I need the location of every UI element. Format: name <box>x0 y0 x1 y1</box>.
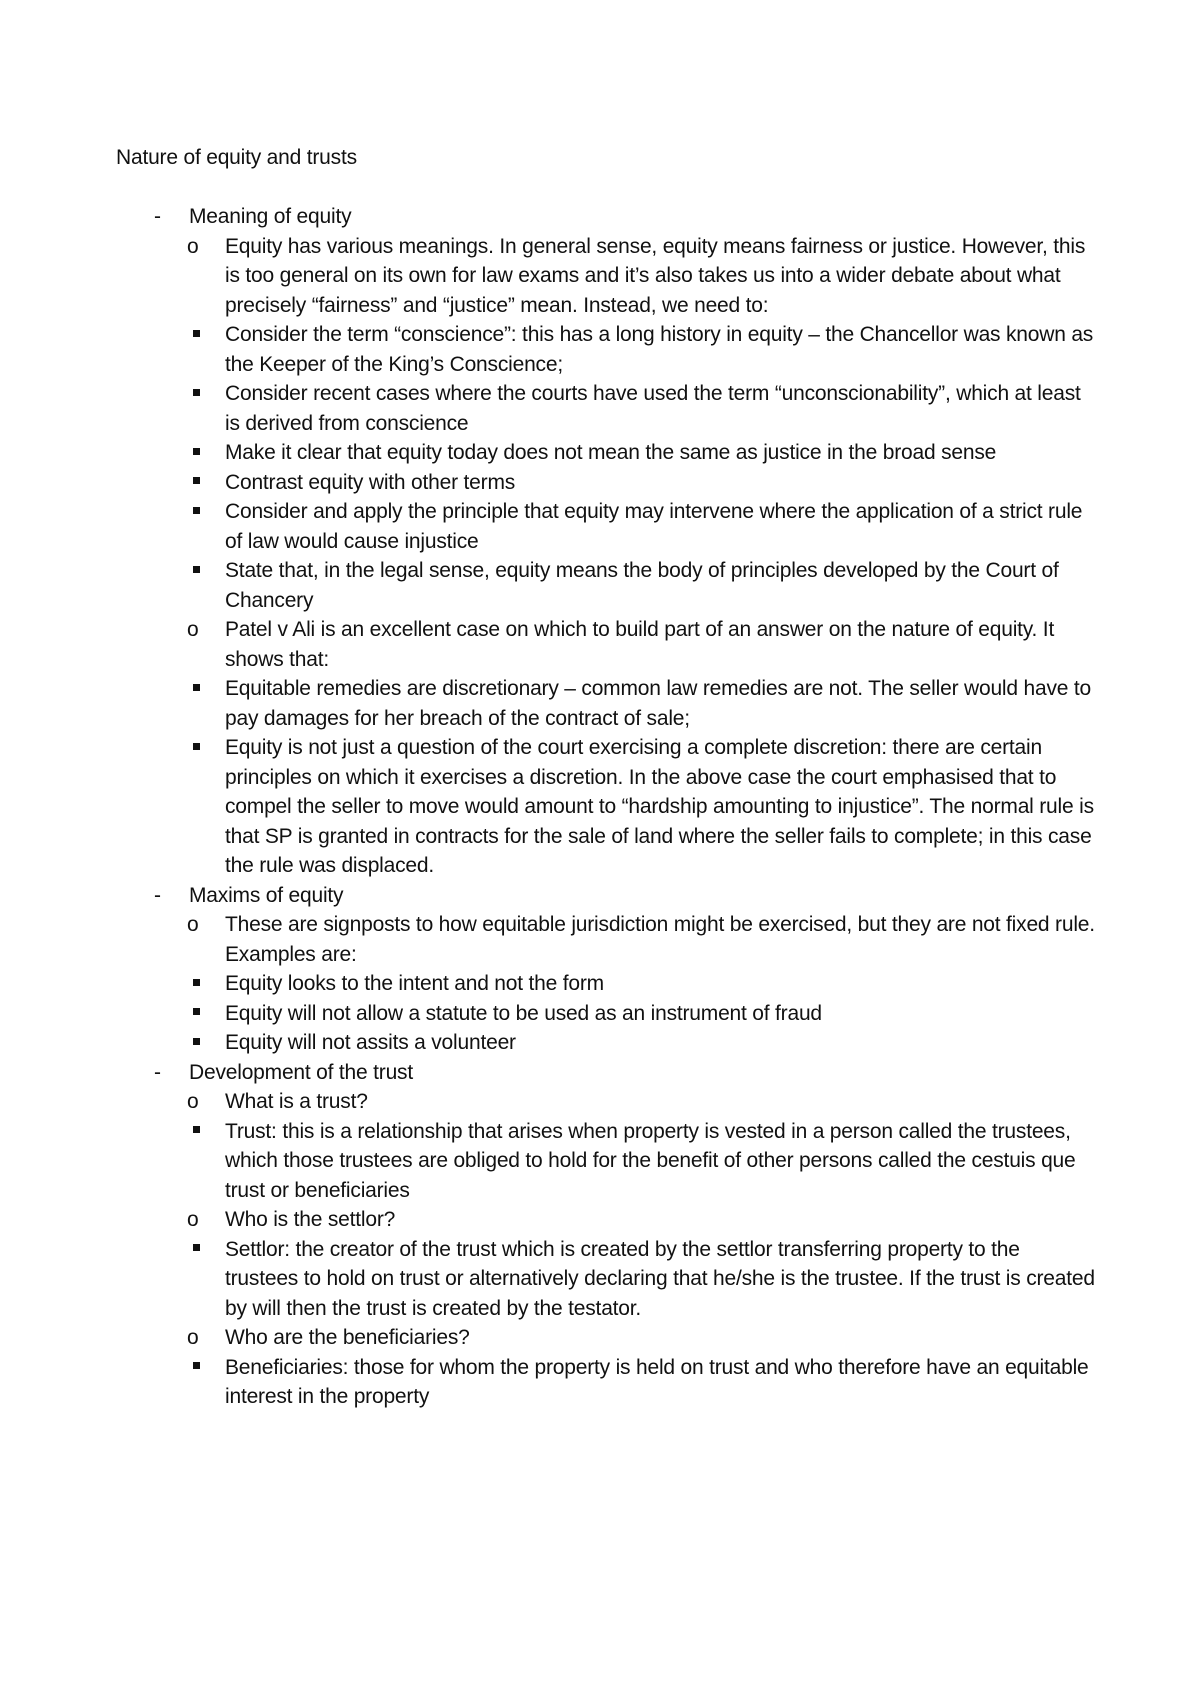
subsection-item <box>152 1205 1096 1323</box>
point-text: Contrast equity with other terms <box>225 470 516 494</box>
point-text: Settlor: the creator of the trust which is created by the settlor transferring property to the trustees to hold on trust or alternatively declaring that he/she is the trustee. If the trust is created by will then the trust is created by the testator. <box>225 1237 1095 1320</box>
square-bullet-icon <box>193 999 200 1029</box>
square-bullet-icon <box>193 1117 200 1147</box>
point-item <box>189 468 1096 498</box>
circle-bullet: o <box>187 234 199 258</box>
section-list <box>116 202 1096 1412</box>
point-item <box>189 1235 1096 1324</box>
subsection-item <box>152 1323 1096 1412</box>
point-item <box>189 556 1096 615</box>
point-list <box>189 320 1096 615</box>
circle-bullet: o <box>187 1326 199 1349</box>
point-text: Consider the term “conscience”: this has a long history in equity – the Chancellor was known as the Keeper of the King’s Conscience; <box>225 323 1094 376</box>
subsection-item <box>152 232 1096 616</box>
section-item <box>116 881 1096 1058</box>
point-list <box>189 1235 1096 1324</box>
square-bullet-icon <box>193 438 200 468</box>
point-item <box>189 379 1096 438</box>
point-text: Consider recent cases where the courts have used the term “unconscionability”, which at least is derived from conscience <box>225 382 1081 435</box>
point-item <box>189 969 1096 999</box>
circle-bullet: o <box>187 618 199 641</box>
subsection-list <box>152 1087 1096 1412</box>
point-text: Equity is not just a question of the court exercising a complete discretion: there are certain principles on which it exercises a discretion. In the above case the court emphasised that to compel the seller to move would amount to “hardship amounting to injustice”. The normal rule is that SP is granted in contracts for the sale of land where the seller fails to complete; in this case the rule was displaced. <box>225 736 1094 877</box>
section-heading: Meaning of equity <box>189 205 352 228</box>
point-text: Trust: this is a relationship that arises when property is vested in a person called the trustees, which those trustees are obliged to hold for the benefit of other persons called the cestuis que trust or beneficiaries <box>225 1119 1076 1202</box>
subsection-list <box>152 910 1096 1058</box>
square-bullet-icon <box>193 1028 200 1058</box>
square-bullet-icon <box>193 379 200 409</box>
point-list <box>189 1117 1096 1206</box>
section-item <box>116 202 1096 881</box>
point-item <box>189 674 1096 733</box>
square-bullet-icon <box>193 556 200 586</box>
section-heading: Development of the trust <box>189 1060 413 1084</box>
point-list <box>189 674 1096 881</box>
dash-bullet: - <box>154 1060 161 1084</box>
subsection-item <box>152 1087 1096 1205</box>
document-body <box>116 143 1096 1412</box>
circle-bullet: o <box>187 1090 199 1113</box>
section-heading: Maxims of equity <box>189 883 344 907</box>
dash-bullet: - <box>154 883 161 907</box>
point-list <box>189 1353 1096 1412</box>
point-item <box>189 1028 1096 1058</box>
square-bullet-icon <box>193 674 200 704</box>
square-bullet-icon <box>193 969 200 999</box>
square-bullet-icon <box>193 468 200 498</box>
point-text: Equity will not assits a volunteer <box>225 1031 516 1054</box>
point-item <box>189 733 1096 881</box>
square-bullet-icon <box>193 1235 200 1265</box>
subsection-list <box>152 232 1096 881</box>
point-text: Equitable remedies are discretionary – common law remedies are not. The seller would have to pay damages for her breach of the contract of sale; <box>225 677 1091 730</box>
circle-bullet: o <box>187 1208 199 1231</box>
point-text: State that, in the legal sense, equity means the body of principles developed by the Court of Chancery <box>225 559 1059 612</box>
subsection-text: What is a trust? <box>225 1090 368 1113</box>
square-bullet-icon <box>193 320 200 350</box>
square-bullet-icon <box>193 1353 200 1383</box>
square-bullet-icon <box>193 733 200 763</box>
subsection-item <box>152 910 1096 1058</box>
square-bullet-icon <box>193 497 200 527</box>
dash-bullet: - <box>154 205 161 228</box>
subsection-text: Equity has various meanings. In general sense, equity means fairness or justice. However, this is too general on its own for law exams and it’s also takes us into a wider debate about what precisely “fairness” and “justice” mean. Instead, we need to: <box>225 234 1086 317</box>
subsection-text: Who is the settlor? <box>225 1208 396 1231</box>
subsection-text: Patel v Ali is an excellent case on which to build part of an answer on the nature of equity. It shows that: <box>225 618 1055 671</box>
point-item <box>189 1353 1096 1412</box>
point-text: Equity looks to the intent and not the form <box>225 972 604 995</box>
point-item <box>189 497 1096 556</box>
point-text: Beneficiaries: those for whom the property is held on trust and who therefore have an equitable interest in the property <box>225 1355 1089 1408</box>
subsection-text: These are signposts to how equitable jurisdiction might be exercised, but they are not fixed rule. Examples are: <box>225 913 1095 966</box>
point-text: Consider and apply the principle that equity may intervene where the application of a strict rule of law would cause injustice <box>225 500 1083 553</box>
point-item <box>189 1117 1096 1206</box>
point-list <box>189 969 1096 1058</box>
point-text: Make it clear that equity today does not mean the same as justice in the broad sense <box>225 441 997 464</box>
circle-bullet: o <box>187 913 199 936</box>
subsection-text: Who are the beneficiaries? <box>225 1326 470 1349</box>
point-text: Equity will not allow a statute to be used as an instrument of fraud <box>225 1001 822 1025</box>
point-item <box>189 438 1096 468</box>
section-item <box>116 1058 1096 1412</box>
point-item <box>189 999 1096 1029</box>
document-title: Nature of equity and trusts <box>116 146 357 169</box>
subsection-item <box>152 615 1096 881</box>
point-item <box>189 320 1096 379</box>
